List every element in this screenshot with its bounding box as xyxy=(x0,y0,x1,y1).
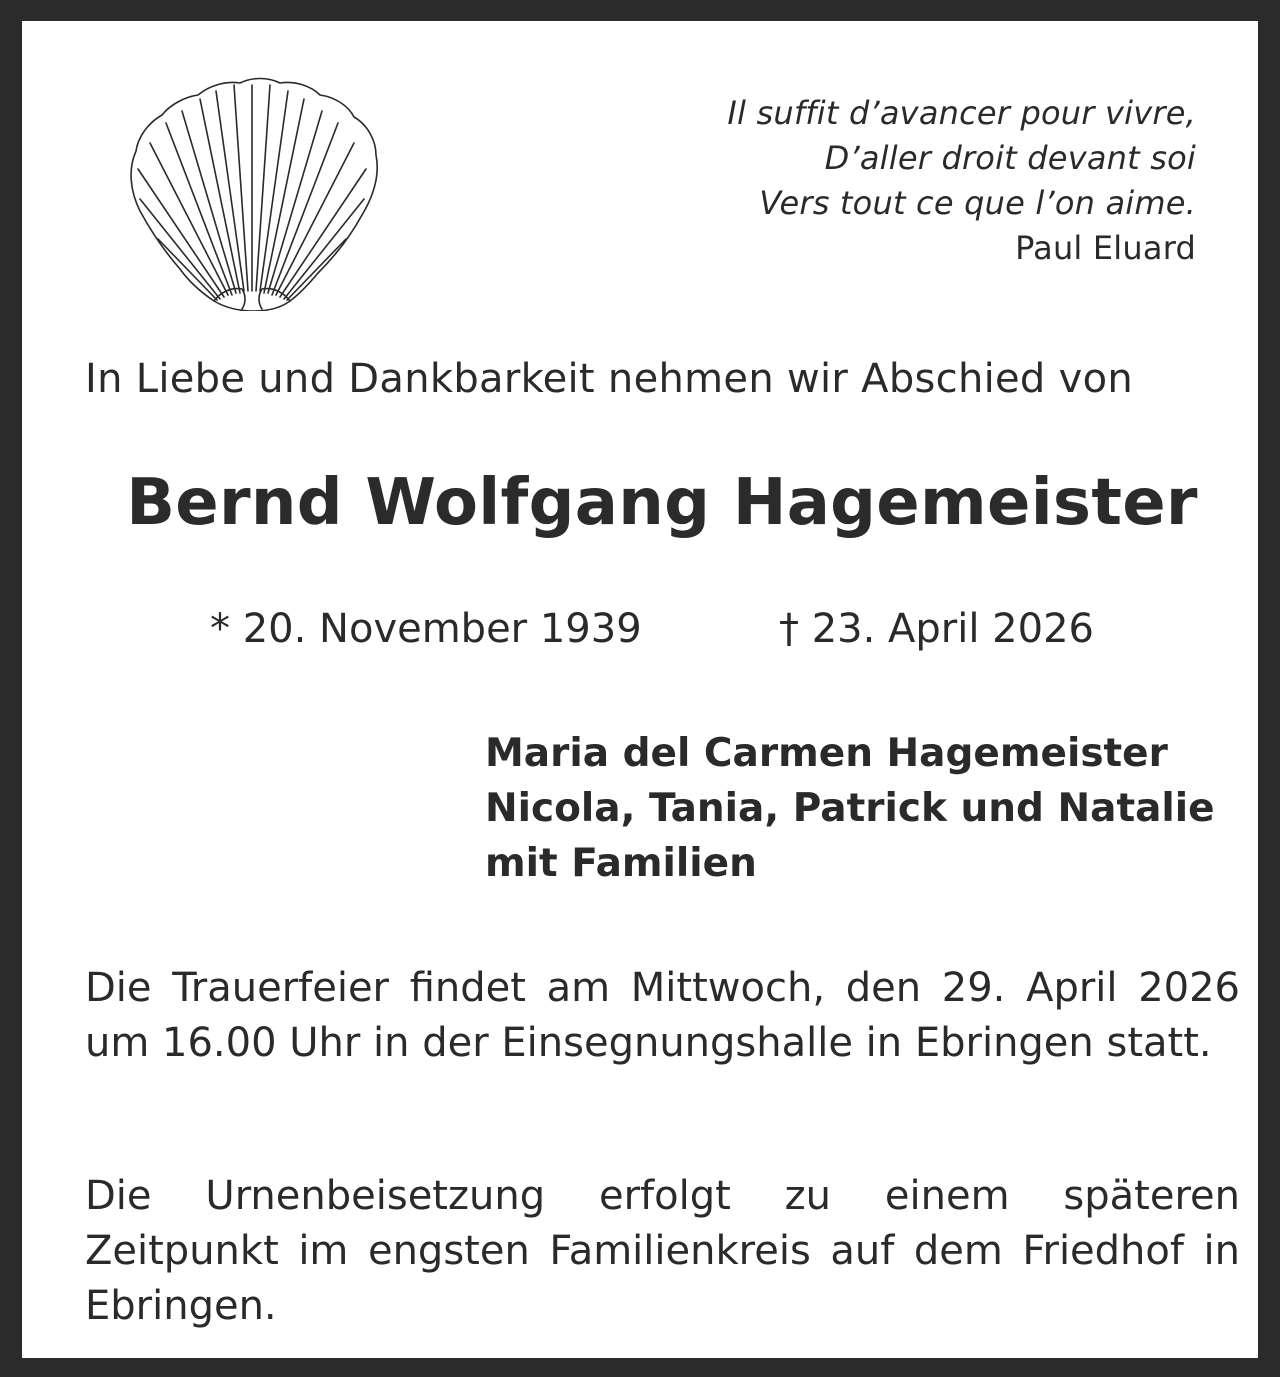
poem-line: Vers tout ce que l’on aime. xyxy=(759,184,1196,222)
death-date: † 23. April 2026 xyxy=(779,606,1094,652)
birth-date: * 20. November 1939 xyxy=(210,606,642,652)
poem-line: Il suffit d’avancer pour vivre, xyxy=(727,94,1196,132)
deceased-name: Bernd Wolfgang Hagemeister xyxy=(126,466,1198,540)
scallop-shell-icon xyxy=(122,71,382,311)
mourner-line: Nicola, Tania, Patrick und Natalie xyxy=(485,786,1215,831)
poem-author: Paul Eluard xyxy=(1015,229,1196,267)
poem-line: D’aller droit devant soi xyxy=(824,139,1196,177)
poem-quote xyxy=(727,91,1196,271)
mourner-line: mit Familien xyxy=(485,841,757,886)
intro-text: In Liebe und Dankbarkeit nehmen wir Abschied von xyxy=(85,356,1134,402)
mourner-line: Maria del Carmen Hagemeister xyxy=(485,731,1168,776)
mourners-list xyxy=(485,726,1215,891)
ceremony-paragraph: Die Trauerfeier findet am Mittwoch, den 29. April 2026 um 16.00 Uhr in der Einsegnungshalle in Ebringen statt. xyxy=(85,965,1240,1066)
burial-paragraph: Die Urnenbeisetzung erfolgt zu einem späteren Zeitpunkt im engsten Familienkreis auf dem Friedhof in Ebringen. xyxy=(85,1173,1240,1329)
